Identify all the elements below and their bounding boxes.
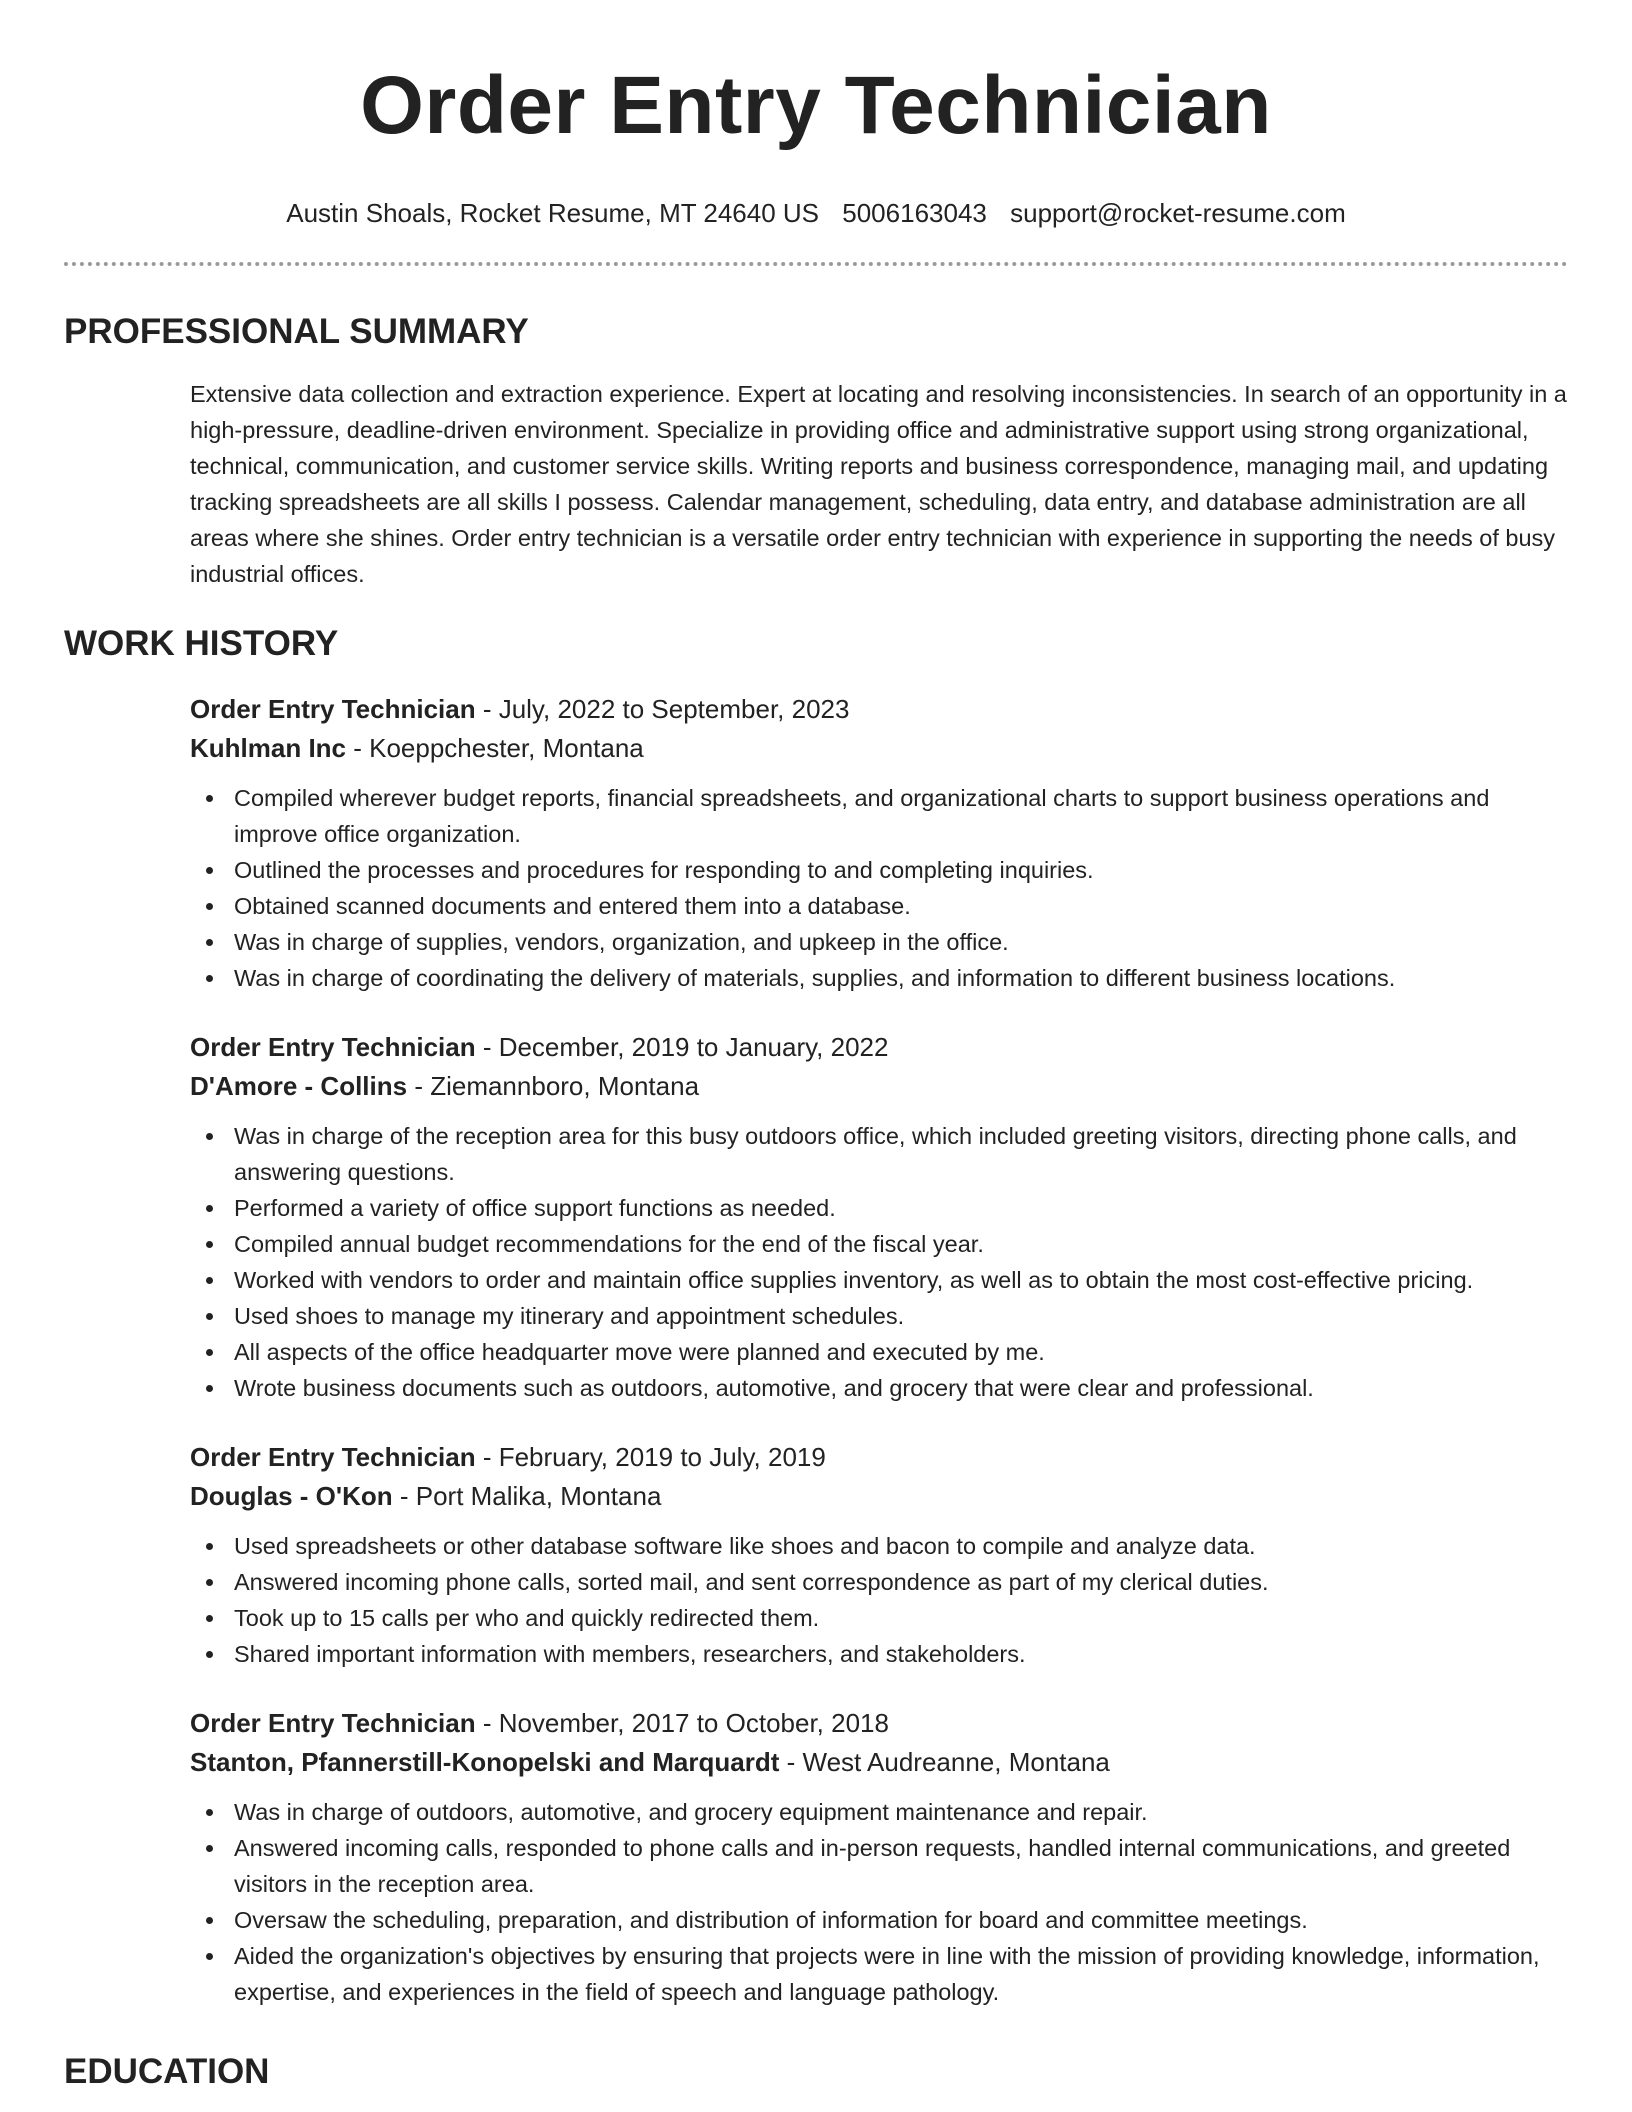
job-bullet: Was in charge of outdoors, automotive, and grocery equipment maintenance and repair.: [234, 1794, 1568, 1830]
job-role: Order Entry Technician: [190, 1032, 476, 1062]
job-company: Douglas - O'Kon: [190, 1481, 393, 1511]
job-title-line: [190, 1438, 1568, 1477]
job-list: [190, 690, 1568, 2010]
job-bullet: Was in charge of supplies, vendors, organization, and upkeep in the office.: [234, 924, 1568, 960]
job-bullets: [190, 1528, 1568, 1672]
summary-section: [64, 310, 1568, 592]
header-divider: [64, 262, 1568, 266]
job-bullets: [190, 1118, 1568, 1406]
job-location: - Port Malika, Montana: [392, 1481, 662, 1511]
job-bullet: Oversaw the scheduling, preparation, and distribution of information for board and committee meetings.: [234, 1902, 1568, 1938]
job-bullets: [190, 780, 1568, 996]
job-bullet: All aspects of the office headquarter move were planned and executed by me.: [234, 1334, 1568, 1370]
job-dates: - July, 2022 to September, 2023: [475, 694, 850, 724]
job-company-line: [190, 729, 1568, 768]
summary-text: Extensive data collection and extraction experience. Expert at locating and resolving inconsistencies. In search of an opportunity in a high-pressure, deadline-driven environment. Specialize in providing office and administrative support using strong organizational, technical, communication, and customer service skills. Writing reports and business correspondence, managing mail, and updating tracking spreadsheets are all skills I possess. Calendar management, scheduling, data entry, and database administration are all areas where she shines. Order entry technician is a versatile order entry technician with experience in supporting the needs of busy industrial offices.: [190, 381, 1567, 587]
job-bullet: Answered incoming phone calls, sorted mail, and sent correspondence as part of my clerical duties.: [234, 1564, 1568, 1600]
job-role: Order Entry Technician: [190, 694, 476, 724]
job-bullet: Took up to 15 calls per who and quickly redirected them.: [234, 1600, 1568, 1636]
job-bullets: [190, 1794, 1568, 2010]
job-bullet: Shared important information with members, researchers, and stakeholders.: [234, 1636, 1568, 1672]
work-history-section: [64, 622, 1568, 2010]
job-bullet: Wrote business documents such as outdoors, automotive, and grocery that were clear and professional.: [234, 1370, 1568, 1406]
education-heading: EDUCATION: [64, 2052, 270, 2091]
job-bullet: Answered incoming calls, responded to phone calls and in-person requests, handled internal communications, and greeted visitors in the reception area.: [234, 1830, 1568, 1902]
job-company-line: [190, 1067, 1568, 1106]
job-entry: [190, 1704, 1568, 2010]
resume-title: Order Entry Technician: [360, 60, 1272, 151]
job-bullet: Used shoes to manage my itinerary and appointment schedules.: [234, 1298, 1568, 1334]
contact-line: [64, 196, 1568, 230]
job-location: - West Audreanne, Montana: [779, 1747, 1110, 1777]
job-bullet: Was in charge of coordinating the delivery of materials, supplies, and information to different business locations.: [234, 960, 1568, 996]
job-bullet: Was in charge of the reception area for this busy outdoors office, which included greeting visitors, directing phone calls, and answering questions.: [234, 1118, 1568, 1190]
job-company: Stanton, Pfannerstill-Konopelski and Marquardt: [190, 1747, 780, 1777]
job-title-line: [190, 1704, 1568, 1743]
job-role: Order Entry Technician: [190, 1442, 476, 1472]
job-bullet: Obtained scanned documents and entered them into a database.: [234, 888, 1568, 924]
job-entry: [190, 1438, 1568, 1672]
job-dates: - December, 2019 to January, 2022: [475, 1032, 889, 1062]
job-location: - Ziemannboro, Montana: [407, 1071, 700, 1101]
job-title-line: [190, 1028, 1568, 1067]
job-dates: - February, 2019 to July, 2019: [475, 1442, 826, 1472]
job-bullet: Compiled wherever budget reports, financial spreadsheets, and organizational charts to support business operations and improve office organization.: [234, 780, 1568, 852]
job-bullet: Performed a variety of office support functions as needed.: [234, 1190, 1568, 1226]
job-company: D'Amore - Collins: [190, 1071, 408, 1101]
job-bullet: Compiled annual budget recommendations for the end of the fiscal year.: [234, 1226, 1568, 1262]
job-entry: [190, 1028, 1568, 1406]
contact-address: Austin Shoals, Rocket Resume, MT 24640 US: [286, 198, 820, 228]
job-bullet: Outlined the processes and procedures for responding to and completing inquiries.: [234, 852, 1568, 888]
job-company-line: [190, 1743, 1568, 1782]
job-entry: [190, 690, 1568, 996]
job-role: Order Entry Technician: [190, 1708, 476, 1738]
contact-phone: 5006163043: [842, 198, 987, 228]
summary-heading: PROFESSIONAL SUMMARY: [64, 312, 529, 351]
job-bullet: Worked with vendors to order and maintain office supplies inventory, as well as to obtain the most cost-effective pricing.: [234, 1262, 1568, 1298]
job-bullet: Aided the organization's objectives by ensuring that projects were in line with the mission of providing knowledge, information, expertise, and experiences in the field of speech and language pathology.: [234, 1938, 1568, 2010]
job-company: Kuhlman Inc: [190, 733, 347, 763]
job-title-line: [190, 690, 1568, 729]
resume-header: [64, 0, 1568, 230]
job-location: - Koeppchester, Montana: [346, 733, 644, 763]
contact-email: support@rocket-resume.com: [1010, 198, 1346, 228]
job-dates: - November, 2017 to October, 2018: [475, 1708, 889, 1738]
work-history-heading: WORK HISTORY: [64, 624, 339, 663]
job-company-line: [190, 1477, 1568, 1516]
job-bullet: Used spreadsheets or other database software like shoes and bacon to compile and analyze data.: [234, 1528, 1568, 1564]
education-section: [64, 2050, 1568, 2094]
